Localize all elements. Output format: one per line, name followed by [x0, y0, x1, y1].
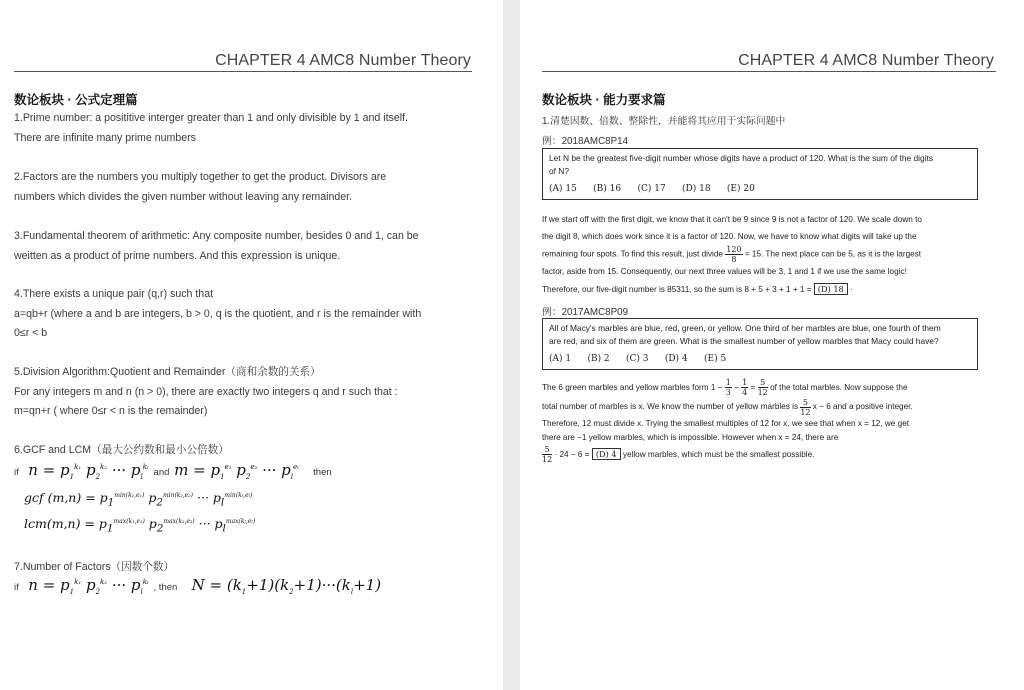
right-page [520, 0, 1024, 690]
answer-choices-2: (A) 1 (B) 2 (C) 3 (D) 4 (E) 5 [549, 354, 727, 364]
boxed-answer-2: (D) 4 [592, 448, 621, 460]
solution-1: If we start off with the first digit, we know that it can't be 9 since 9 is not a factor of 120. We scale down to the digit 8, which does work since it is a factor of 120. Now, we have to know what digits will take up the remaining four spots. To find this result, just divide $\frac{120}{8}$ = 15. The next place can be 5, as it is the largest factor, aside from 15. Consequently, our next three values will be 3, 1 and 1 if we use the same logic! Therefore, our five-digit number is 85311, so the sum is 8 + 5 + 3 + 1 + 1 = (D) 18 · [542, 215, 922, 294]
number-of-factors-formula: if $n = p_1^{k_1}$ $p_2^{k_2}$ ··· $p_l^{k_l}$ , then $N = (k_1+1)(k_2+1)\cdot\cdot\cdot(k_l+1)$ [14, 576, 382, 596]
problem-box-2: All of Macy's marbles are blue, red, green, or yellow. One third of her marbles are blue, one fourth of them are red, and six of them are green. What is the smallest number of yellow marbles that Macy could have? (A) 1 (B) 2 (C) 3 (D) 4 (E) 5 [542, 318, 978, 370]
chapter-rule [542, 71, 996, 72]
lcm-formula: $lcm(m,n) = p_1^{max(k_1,e_1)}$ $p_2^{max(k_2,e_2)}$ ··· $p_l^{max(k_l,e_l)}$ [24, 516, 256, 535]
section-title: 数论板块 · 能力要求篇 [542, 93, 666, 107]
paragraph-factors: 2.Factors are the numbers you multiply together to get the product. Divisors are numbers which divides the given number without leaving any remainder. [14, 171, 387, 203]
answer-choices-1: (A) 15 (B) 16 (C) 17 (D) 18 (E) 20 [549, 184, 755, 194]
paragraph-fundamental-theorem: 3.Fundamental theorem of arithmetic: Any composite number, besides 0 and 1, can be weitten as a product of prime numbers. And this expression is unique. [14, 230, 419, 262]
chapter-rule [14, 71, 472, 72]
chapter-title: CHAPTER 4 AMC8 Number Theory [215, 52, 471, 69]
paragraph-prime: 1.Prime number: a posititive interger greater than 1 and only divisible by 1 and itself. There are infinite many prime numbers [14, 112, 408, 144]
solution-2: The 6 green marbles and yellow marbles form 1 − $\frac{1}{3}$ − $\frac{1}{4}$ = $\frac{5}{12}$ of the total marbles. Now suppose the total number of marbles is x. We know the number of yellow marbles is $\frac{5}{12}$ x − 6 and a positive integer. Therefore, 12 must divide x. Trying the smallest multiples of 12 for x, we see that when x = 12, we get there are −1 yellow marbles, which is impossible. However when x = 24, there are $\frac{5}{12}$ · 24 − 6 = (D) 4 yellow marbles, which must be the smallest possible. [542, 378, 913, 464]
boxed-answer-1: (D) 18 [814, 283, 848, 295]
problem-box-1: Let N be the greatest five-digit number whose digits have a product of 120. What is the sum of the digits of N? (A) 15 (B) 16 (C) 17 (D) 18 (E) 20 [542, 148, 978, 200]
section-title: 数论板块 · 公式定理篇 [14, 93, 138, 107]
gcf-lcm-title: 6.GCF and LCM（最大公约数和最小公倍数） [14, 444, 229, 456]
left-page [0, 0, 503, 690]
number-of-factors-title: 7.Number of Factors（因数个数） [14, 561, 175, 573]
paragraph-division-algorithm: 5.Division Algorithm:Quotient and Remainder（商和余数的关系） For any integers m and n (n > 0), there are exactly two integers q and r such that : m=qn+r ( where 0≤r < n is the remainder) [14, 366, 398, 417]
factorization-formula: if $n = p_1^{k_1}$ $p_2^{k_2}$ ··· $p_l^{k_l}$ and $m = p_1^{e_1}$ $p_2^{e_2}$ ··· $p_l^{e_l}$ then [14, 461, 332, 481]
gcf-formula: gcf $(m,n) = p_1^{min(k_1,e_1)}$ $p_2^{min(k_2,e_2)}$ ··· $p_l^{min(k_l,e_l)}$ [24, 490, 253, 509]
example-label-2: 例：2017AMC8P09 [542, 307, 629, 318]
ability-intro: 1.清楚因数、倍数、整除性，并能将其应用于实际问题中 [542, 116, 786, 127]
chapter-title: CHAPTER 4 AMC8 Number Theory [738, 52, 994, 69]
paragraph-unique-pair: 4.There exists a unique pair (q,r) such that a=qb+r (where a and b are integers, b > 0, q is the quotient, and r is the remainder with 0≤r < b [14, 288, 422, 339]
example-label-1: 例：2018AMC8P14 [542, 136, 629, 147]
fraction-120-over-8: $\frac{120}{8}$ [726, 245, 742, 264]
